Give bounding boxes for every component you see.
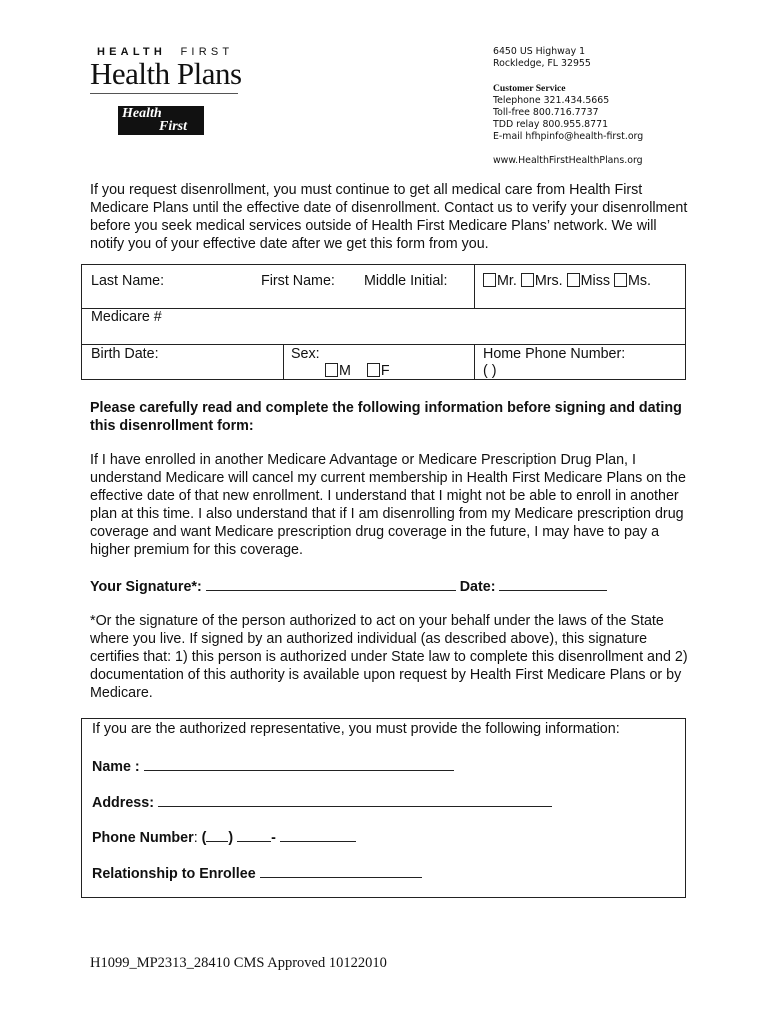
authorization-note: *Or the signature of the person authorized to act on your behalf under the laws of the State where you live. If signed by an authorized individual (as described above), this signature certifies that: 1) this person is authorized under State law to complete this disenrollment and 2) documentation of this authority is available upon request by Health First Medicare Plans or by Medicare. [90, 613, 688, 701]
table-divider [82, 344, 685, 345]
home-phone-parens: ( ) [483, 363, 497, 379]
rep-address-row: Address: [92, 792, 552, 811]
health-first-logo-badge: Health First [118, 106, 204, 135]
rep-name-row: Name : [92, 756, 454, 775]
ms-checkbox[interactable] [614, 273, 627, 287]
date-line[interactable] [499, 576, 607, 591]
table-divider [283, 344, 284, 380]
first-name-field[interactable]: First Name: [261, 273, 335, 289]
rep-phone-prefix-line[interactable] [237, 827, 271, 842]
customer-service-heading: Customer Service [493, 83, 566, 94]
address-line-1: 6450 US Highway 1 [493, 46, 586, 57]
middle-initial-field[interactable]: Middle Initial: [364, 273, 448, 289]
last-name-field[interactable]: Last Name: [91, 273, 165, 289]
authorized-representative-box [81, 718, 686, 898]
table-divider [474, 344, 475, 380]
birth-date-field[interactable]: Birth Date: [91, 346, 159, 362]
rep-relationship-row: Relationship to Enrollee [92, 863, 422, 882]
contact-block [493, 46, 643, 167]
signature-line[interactable] [206, 576, 456, 591]
rep-name-line[interactable] [144, 756, 454, 771]
rep-area-code-line[interactable] [206, 827, 228, 842]
rep-address-line[interactable] [158, 792, 552, 807]
home-phone-field[interactable]: Home Phone Number: [483, 346, 626, 362]
sex-options: M F [325, 363, 390, 380]
logo-divider [90, 93, 238, 94]
miss-checkbox[interactable] [567, 273, 580, 287]
medicare-number-field[interactable]: Medicare # [91, 309, 162, 325]
tdd-relay: TDD relay 800.955.8771 [493, 119, 609, 130]
website-link[interactable]: www.HealthFirstHealthPlans.org [493, 155, 643, 166]
intro-paragraph: If you request disenrollment, you must continue to get all medical care from Health First Medicare Plans until the effective date of disenrollment. Contact us to verify your disenrollment before you seek medical services outside of Health First Medicare Plans’ network. We will notify you of your effective date after we get this form from you. [90, 182, 688, 252]
logo-wordmark: Health Plans [90, 56, 242, 91]
title-checkboxes: Mr. Mrs. Miss Ms. [483, 273, 651, 290]
rep-relationship-line[interactable] [260, 863, 422, 878]
date-label: Date: [459, 579, 496, 595]
email: E-mail hfhpinfo@health-first.org [493, 131, 644, 142]
enrollee-info-table [81, 264, 686, 380]
sex-label: Sex: [291, 346, 320, 362]
disenrollment-statement: If I have enrolled in another Medicare Advantage or Medicare Prescription Drug Plan, I understand Medicare will cancel my current membership in Health First Medicare Plans on the effective date of that new enrollment. I understand that I might not be able to enroll in another plan at this time. I also understand that if I am disenrolling from my Medicare prescription drug coverage and want Medicare prescription drug coverage in the future, I may have to pay a higher premium for this coverage. [90, 452, 686, 558]
telephone: Telephone 321.434.5665 [493, 95, 610, 106]
logo-wordmark-top: HEALTH FIRST [97, 46, 234, 58]
instructions-heading: Please carefully read and complete the following information before signing and dating this disenrollment form: [90, 400, 682, 434]
representative-intro: If you are the authorized representative, you must provide the following information: [92, 721, 620, 737]
rep-phone-suffix-line[interactable] [280, 827, 356, 842]
mr-checkbox[interactable] [483, 273, 496, 287]
mrs-checkbox[interactable] [521, 273, 534, 287]
sex-f-checkbox[interactable] [367, 363, 380, 377]
rep-phone-row: Phone Number: ( ) - [92, 827, 356, 846]
toll-free: Toll-free 800.716.7737 [493, 107, 599, 118]
table-divider [474, 265, 475, 308]
signature-label: Your Signature*: [90, 579, 202, 595]
form-footer-code: H1099_MP2313_28410 CMS Approved 10122010 [90, 955, 387, 971]
signature-row [90, 576, 607, 595]
table-divider [82, 308, 685, 309]
address-line-2: Rockledge, FL 32955 [493, 58, 591, 69]
sex-m-checkbox[interactable] [325, 363, 338, 377]
